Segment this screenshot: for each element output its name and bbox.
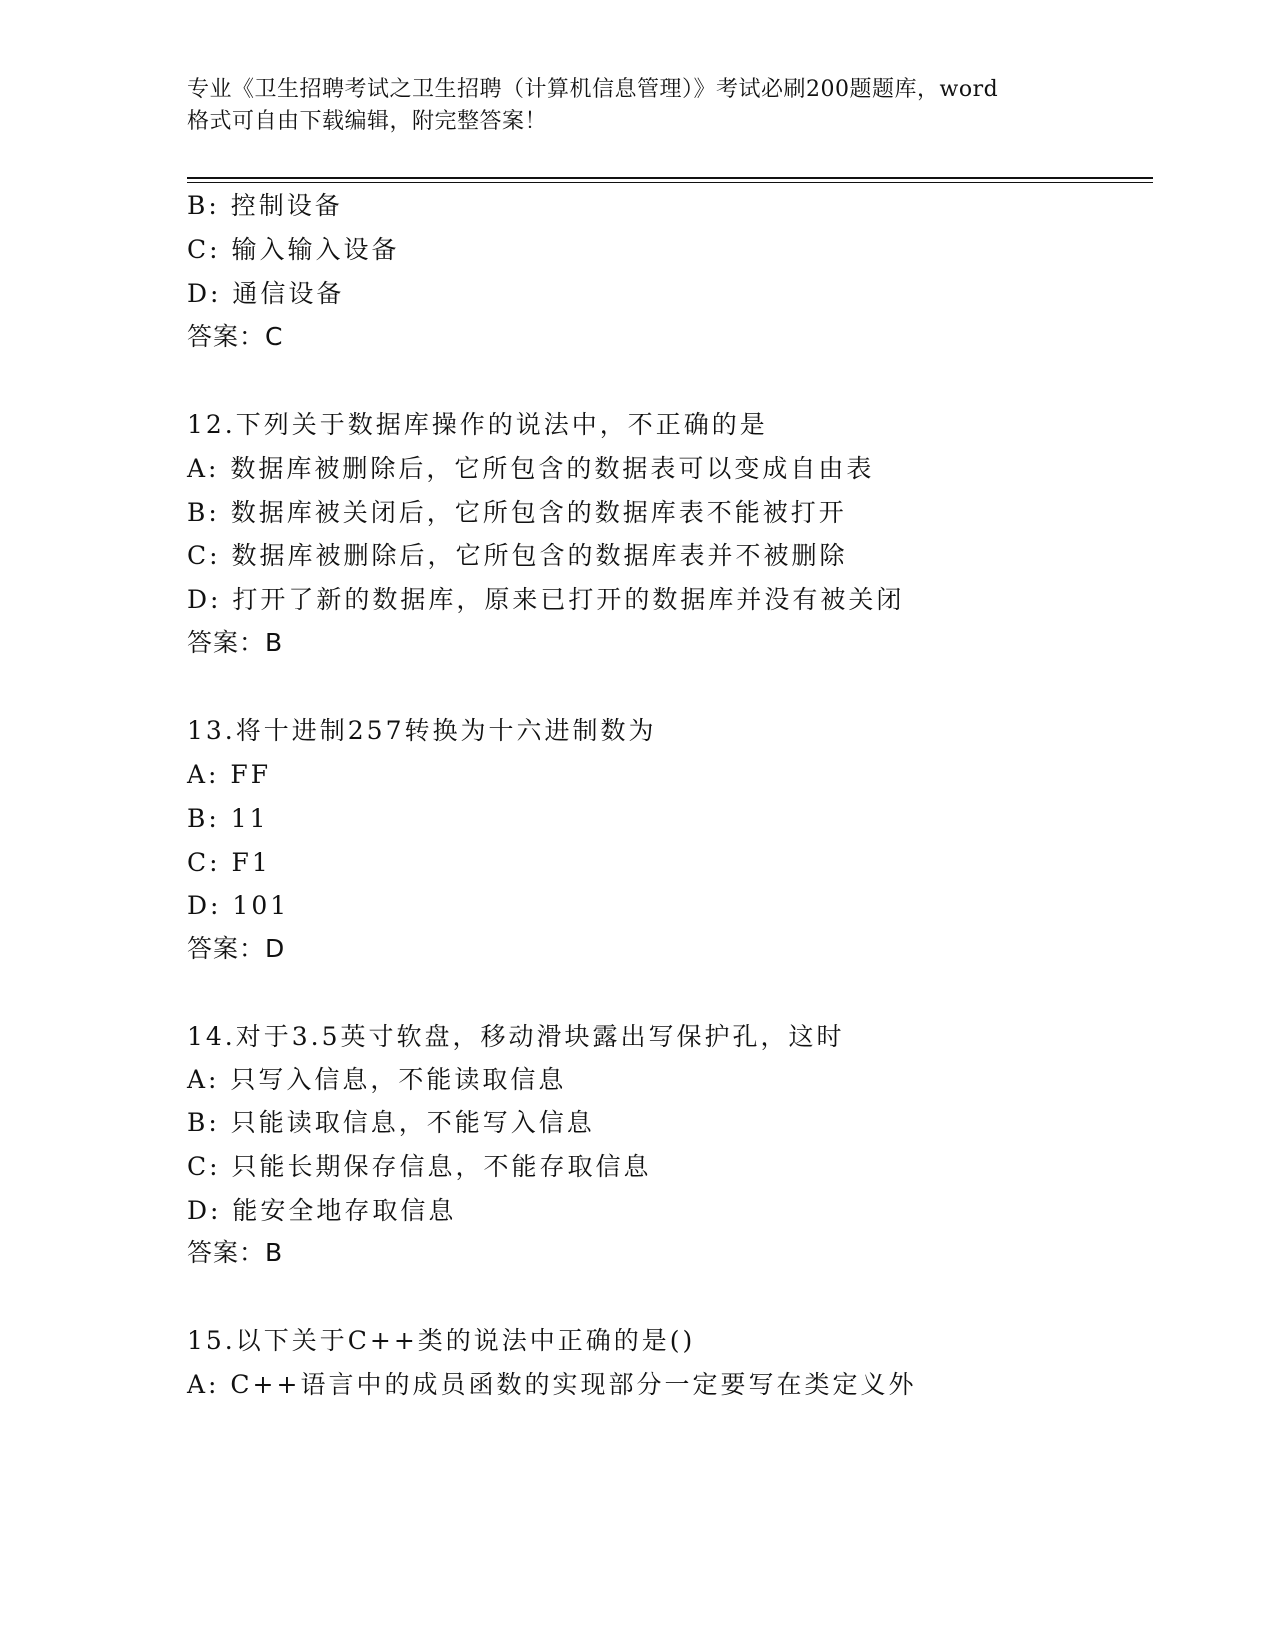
q13-option-d: D: 101 (187, 891, 290, 920)
q12-question: 12.下列关于数据库操作的说法中，不正确的是 (187, 410, 768, 439)
q15-option-a: A: C++语言中的成员函数的实现部分一定要写在类定义外 (187, 1370, 917, 1399)
header-line-2: 格式可自由下载编辑，附完整答案！ (187, 109, 548, 134)
header-divider-thick (187, 177, 1153, 179)
q14-option-b: B: 只能读取信息，不能写入信息 (187, 1108, 595, 1137)
q12-option-c: C: 数据库被删除后，它所包含的数据库表并不被删除 (187, 541, 848, 570)
q14-answer: 答案：B (187, 1238, 284, 1267)
q12-option-d: D: 打开了新的数据库，原来已打开的数据库并没有被关闭 (187, 585, 905, 614)
q13-option-b: B: 11 (187, 804, 269, 833)
header-divider-thin (187, 182, 1153, 183)
q15-question: 15.以下关于C++类的说法中正确的是() (187, 1326, 696, 1355)
q13-option-c: C: F1 (187, 848, 271, 877)
q13-answer: 答案：D (187, 934, 286, 963)
document-header (187, 74, 1087, 138)
q11-option-d: D: 通信设备 (187, 279, 345, 308)
q14-option-c: C: 只能长期保存信息，不能存取信息 (187, 1152, 652, 1181)
q11-answer: 答案：C (187, 322, 284, 351)
header-line-1: 专业《卫生招聘考试之卫生招聘（计算机信息管理）》考试必刷200题题库，word (187, 77, 999, 102)
q13-option-a: A: FF (187, 760, 272, 789)
q11-option-b: B: 控制设备 (187, 191, 343, 220)
q13-question: 13.将十进制257转换为十六进制数为 (187, 716, 657, 745)
q12-answer: 答案：B (187, 628, 284, 657)
q11-option-c: C: 输入输入设备 (187, 235, 400, 264)
q12-option-b: B: 数据库被关闭后，它所包含的数据库表不能被打开 (187, 498, 847, 527)
q14-question: 14.对于3.5英寸软盘，移动滑块露出写保护孔，这时 (187, 1022, 845, 1051)
q14-option-a: A: 只写入信息，不能读取信息 (187, 1065, 567, 1094)
q12-option-a: A: 数据库被删除后，它所包含的数据表可以变成自由表 (187, 454, 875, 483)
q14-option-d: D: 能安全地存取信息 (187, 1196, 457, 1225)
